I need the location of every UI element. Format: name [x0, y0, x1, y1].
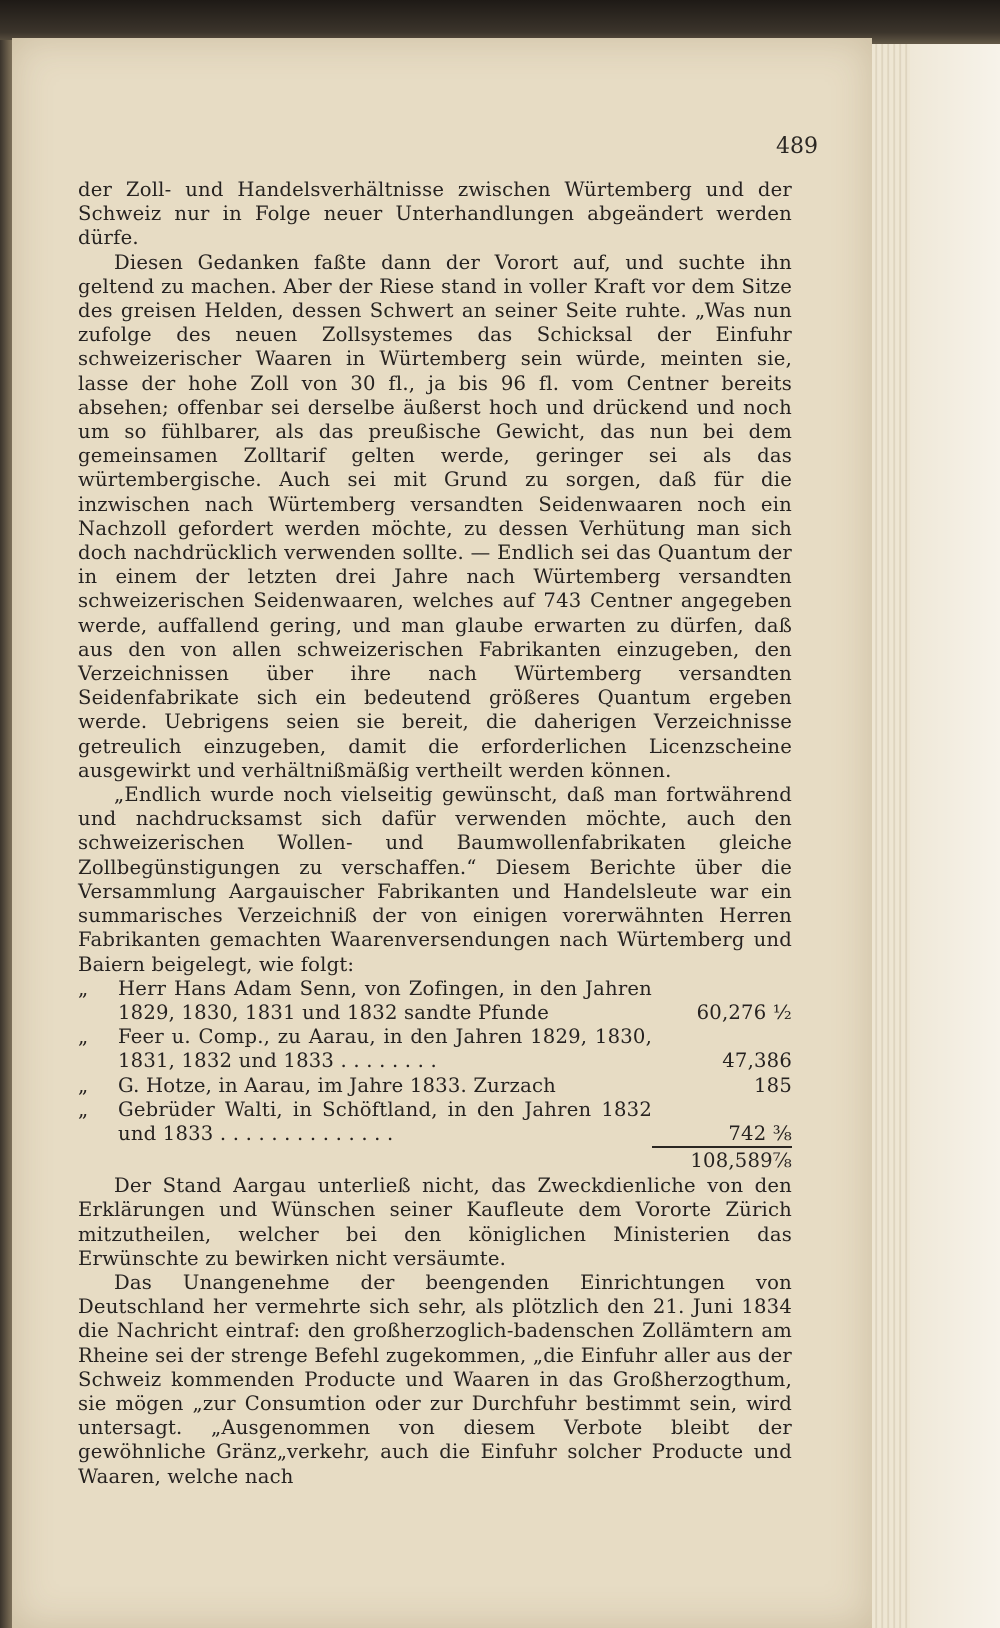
paragraph: der Zoll- und Handelsverhältnisse zwischen Würtemberg und der Schweiz nur in Folge neuer Unterhandlungen abgeändert werden dürfe. [78, 178, 792, 250]
page-stack-edge [866, 44, 1000, 1628]
quote-mark: „ [78, 976, 89, 1000]
paragraph: Der Stand Aargau unterließ nicht, das Zweckdienliche von den Erklärungen und Wünschen seiner Kaufleute dem Vororte Zürich mitzutheilen, welcher bei den königlichen Ministerien das Erwünschte zu bewirken nicht versäumte. [78, 1174, 792, 1270]
paragraph: Diesen Gedanken faßte dann der Vorort auf, und suchte ihn geltend zu machen. Aber der Riese stand in voller Kraft vor dem Sitze des greisen Helden, dessen Schwert an seiner Seite ruhte. „Was nun zufolge des neuen Zollsystemes das Schicksal der Einfuhr schweizerischer Waaren in Würtemberg sein würde, meinten sie, lasse der hohe Zoll von 30 fl., ja bis 96 fl. vom Centner bereits absehen; offenbar sei derselbe äußerst hoch und drückend und noch um so fühlbarer, als das preußische Gewicht, das nun bei dem gemeinsamen Zolltarif gelten werde, geringer sei als das würtembergische. Auch sei mit Grund zu sorgen, daß für die inzwischen nach Würtemberg versandten Seidenwaaren noch ein Nachzoll gefordert werden möchte, zu dessen Verhütung man sich doch nachdrücklich verwenden sollte. — Endlich sei das Quantum der in einem der letzten drei Jahre nach Würtemberg versandten schweizerischen Seidenwaaren, welches auf 743 Centner angegeben werde, auffallend gering, und man glaube erwarten zu dürfen, daß aus den von allen schweizerischen Fabrikanten einzugeben, den Verzeichnissen über ihre nach Würtemberg versandten Seidenfabrikate sich ein bedeutend größeres Quantum ergeben werde. Uebrigens seien sie bereit, die daherigen Verzeichnisse getreulich einzugeben, damit die erforderlichen Licenzscheine ausgewirkt und verhältnißmäßig vertheilt werden können. [78, 250, 792, 782]
total-row [78, 1146, 792, 1174]
list-item [78, 1074, 792, 1098]
list-item-text: Herr Hans Adam Senn, von Zofingen, in den Jahren 1829, 1830, 1831 und 1832 sandte Pfunde [118, 976, 652, 1024]
quote-mark: „ [78, 1097, 89, 1121]
list-item-text: Gebrüder Walti, in Schöftland, in den Jahren 1832 und 1833 . . . . . . . . . . . . . . [118, 1097, 652, 1145]
shipment-list [78, 977, 792, 1174]
total-spacer [78, 1146, 652, 1174]
list-item-amount: 185 [754, 1073, 792, 1097]
total-amount: 108,589⅞ [652, 1146, 792, 1174]
list-item [78, 1025, 792, 1073]
paragraph: „Endlich wurde noch vielseitig gewünscht, daß man fortwährend und nachdrucksamst sich dafür verwenden möchte, auch den schweizerischen Wollen- und Baumwollenfabrikaten gleiche Zollbegünstigungen zu verschaffen.“ Diesem Berichte über die Versammlung Aargauischer Fabrikanten und Handelsleute war ein summarisches Verzeichniß der von einigen vorerwähnten Herren Fabrikanten gemachten Waarenversendungen nach Würtemberg und Baiern beigelegt, wie folgt: [78, 783, 792, 976]
page-number: 489 [776, 134, 818, 159]
list-item-text: G. Hotze, in Aarau, im Jahre 1833. Zurzach [118, 1073, 556, 1097]
list-item-amount: 742 ⅜ [728, 1121, 792, 1145]
paragraph: Das Unangenehme der beengenden Einrichtungen von Deutschland her vermehrte sich sehr, als plötzlich den 21. Juni 1834 die Nachricht eintraf: den großherzoglich-badenschen Zollämtern am Rheine sei der strenge Befehl zugekommen, „die Einfuhr aller aus der Schweiz kommenden Producte und Waaren in das Großherzogthum, sie mögen „zur Consumtion oder zur Durchfuhr bestimmt sein, wird untersagt. „Ausgenommen von diesem Verbote bleibt der gewöhnliche Gränz„verkehr, auch die Einfuhr solcher Producte und Waaren, welche nach [78, 1270, 792, 1488]
list-item [78, 977, 792, 1025]
list-item-amount: 60,276 ½ [696, 1000, 792, 1024]
page-text [78, 178, 792, 1489]
quote-mark: „ [78, 1025, 89, 1049]
list-item-amount: 47,386 [722, 1049, 792, 1073]
list-item [78, 1098, 792, 1146]
quote-mark: „ [78, 1073, 89, 1097]
list-item-text: Feer u. Comp., zu Aarau, in den Jahren 1829, 1830, 1831, 1832 und 1833 . . . . . . . . [118, 1025, 652, 1073]
